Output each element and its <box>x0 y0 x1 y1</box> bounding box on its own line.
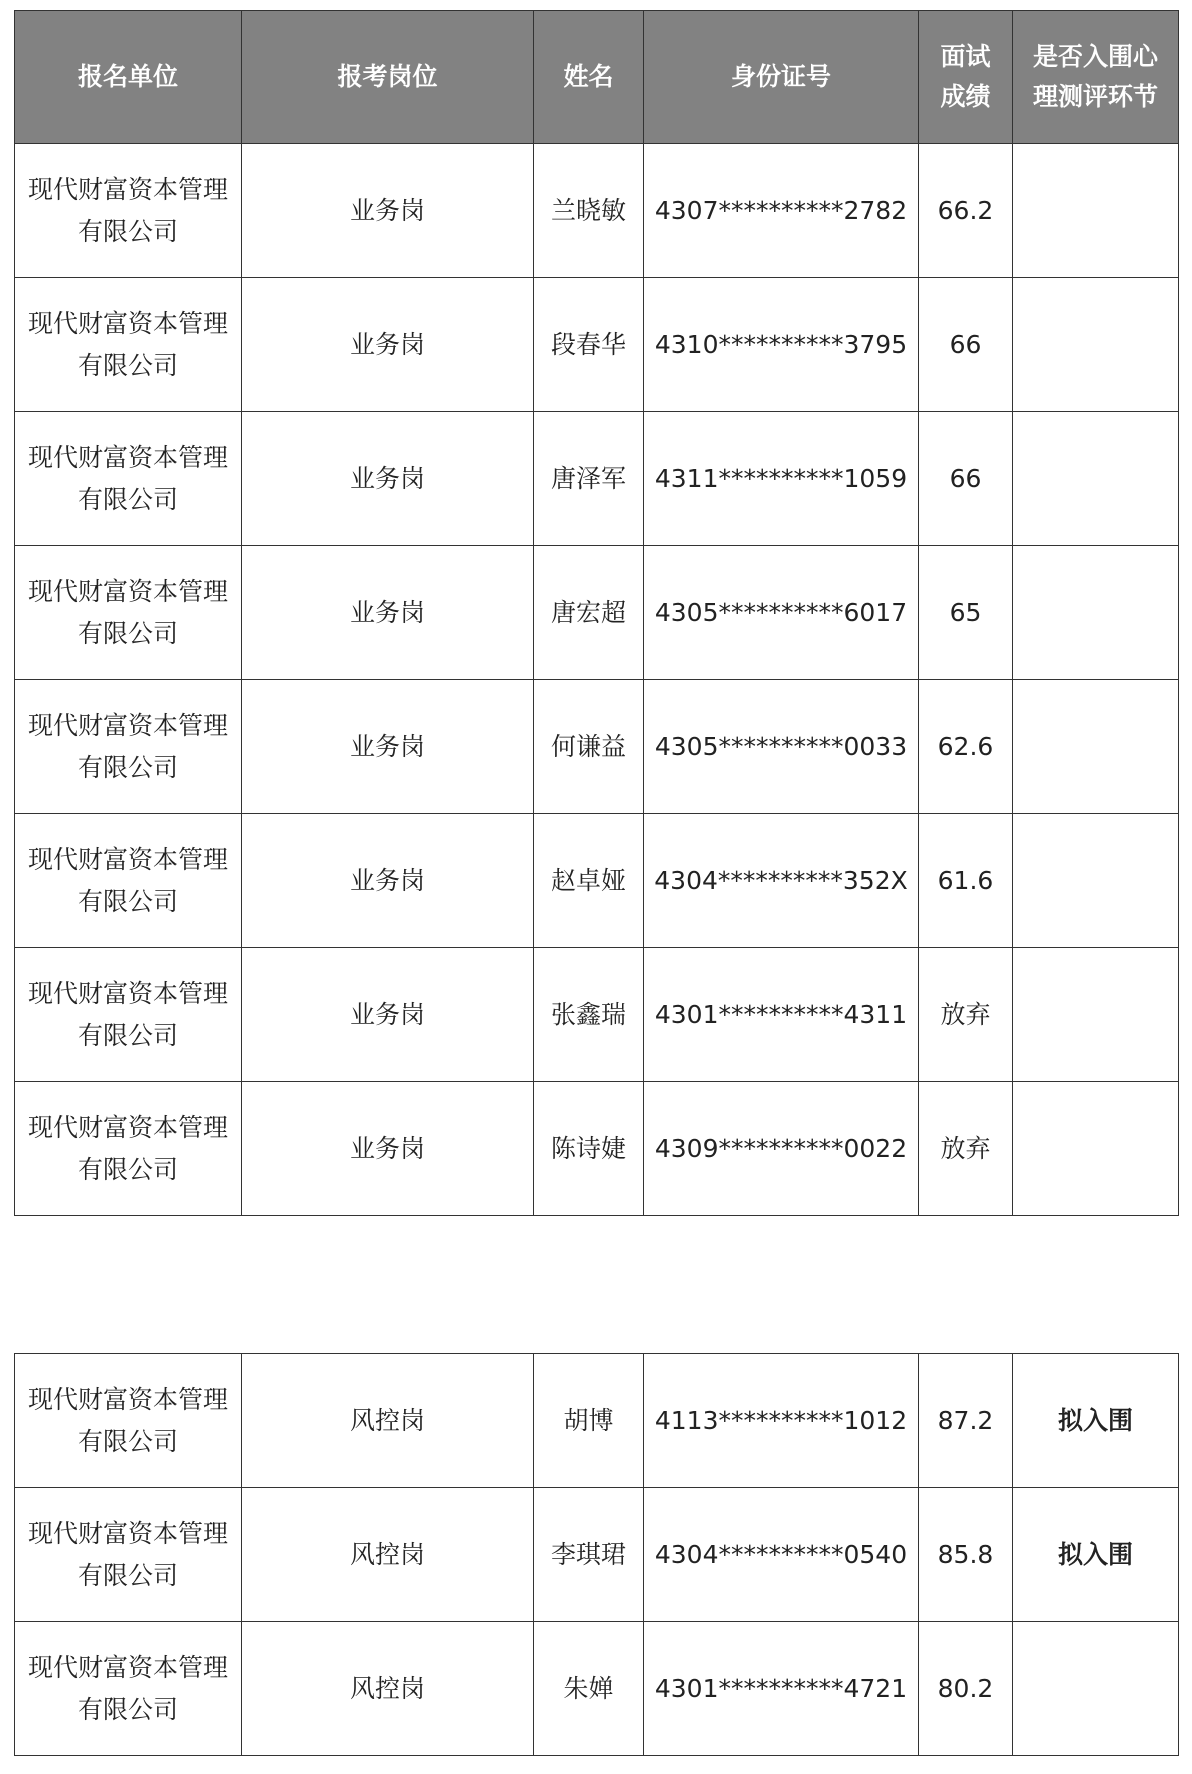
cell-unit: 现代财富资本管理有限公司 <box>15 814 242 948</box>
cell-score: 放弃 <box>919 948 1013 1082</box>
header-status: 是否入围心 理测评环节 <box>1013 11 1179 144</box>
cell-post: 风控岗 <box>242 1622 534 1756</box>
cell-unit: 现代财富资本管理有限公司 <box>15 546 242 680</box>
cell-unit: 现代财富资本管理有限公司 <box>15 412 242 546</box>
cell-name: 李琪珺 <box>534 1488 644 1622</box>
results-table-business <box>14 10 1179 1216</box>
table-row <box>15 1354 1179 1488</box>
cell-id-number: 4305**********6017 <box>644 546 919 680</box>
table-row <box>15 1488 1179 1622</box>
cell-name: 陈诗婕 <box>534 1082 644 1216</box>
cell-name: 何谦益 <box>534 680 644 814</box>
cell-post: 风控岗 <box>242 1354 534 1488</box>
table-row <box>15 1622 1179 1756</box>
cell-score: 87.2 <box>919 1354 1013 1488</box>
cell-post: 业务岗 <box>242 278 534 412</box>
cell-score: 65 <box>919 546 1013 680</box>
cell-name: 兰晓敏 <box>534 144 644 278</box>
table-row <box>15 680 1179 814</box>
table-row <box>15 814 1179 948</box>
cell-score: 66 <box>919 412 1013 546</box>
cell-score: 85.8 <box>919 1488 1013 1622</box>
cell-id-number: 4304**********0540 <box>644 1488 919 1622</box>
cell-unit: 现代财富资本管理有限公司 <box>15 278 242 412</box>
cell-unit: 现代财富资本管理有限公司 <box>15 144 242 278</box>
table-row <box>15 948 1179 1082</box>
cell-unit: 现代财富资本管理有限公司 <box>15 1354 242 1488</box>
cell-score: 66 <box>919 278 1013 412</box>
cell-unit: 现代财富资本管理有限公司 <box>15 1622 242 1756</box>
cell-unit: 现代财富资本管理有限公司 <box>15 1488 242 1622</box>
cell-status: 拟入围 <box>1013 1354 1179 1488</box>
cell-score: 放弃 <box>919 1082 1013 1216</box>
cell-post: 业务岗 <box>242 1082 534 1216</box>
cell-status <box>1013 680 1179 814</box>
cell-name: 张鑫瑞 <box>534 948 644 1082</box>
cell-status <box>1013 278 1179 412</box>
cell-status <box>1013 412 1179 546</box>
cell-post: 业务岗 <box>242 680 534 814</box>
table-row <box>15 1082 1179 1216</box>
cell-id-number: 4113**********1012 <box>644 1354 919 1488</box>
cell-score: 61.6 <box>919 814 1013 948</box>
cell-id-number: 4301**********4721 <box>644 1622 919 1756</box>
cell-post: 业务岗 <box>242 546 534 680</box>
cell-name: 唐泽军 <box>534 412 644 546</box>
cell-id-number: 4309**********0022 <box>644 1082 919 1216</box>
header-name: 姓名 <box>534 11 644 144</box>
cell-id-number: 4305**********0033 <box>644 680 919 814</box>
cell-unit: 现代财富资本管理有限公司 <box>15 680 242 814</box>
cell-id-number: 4311**********1059 <box>644 412 919 546</box>
cell-name: 赵卓娅 <box>534 814 644 948</box>
cell-status <box>1013 144 1179 278</box>
cell-unit: 现代财富资本管理有限公司 <box>15 1082 242 1216</box>
header-unit: 报名单位 <box>15 11 242 144</box>
cell-id-number: 4310**********3795 <box>644 278 919 412</box>
cell-post: 业务岗 <box>242 814 534 948</box>
cell-score: 66.2 <box>919 144 1013 278</box>
cell-post: 业务岗 <box>242 412 534 546</box>
table-header-row <box>15 11 1179 144</box>
results-table-risk-control <box>14 1353 1179 1756</box>
cell-name: 胡博 <box>534 1354 644 1488</box>
cell-id-number: 4301**********4311 <box>644 948 919 1082</box>
header-id: 身份证号 <box>644 11 919 144</box>
table-row <box>15 412 1179 546</box>
cell-status: 拟入围 <box>1013 1488 1179 1622</box>
table-row <box>15 546 1179 680</box>
cell-status <box>1013 1082 1179 1216</box>
cell-name: 唐宏超 <box>534 546 644 680</box>
cell-status <box>1013 814 1179 948</box>
cell-status <box>1013 1622 1179 1756</box>
cell-status <box>1013 948 1179 1082</box>
cell-id-number: 4304**********352X <box>644 814 919 948</box>
cell-post: 风控岗 <box>242 1488 534 1622</box>
cell-status <box>1013 546 1179 680</box>
cell-name: 朱婵 <box>534 1622 644 1756</box>
cell-unit: 现代财富资本管理有限公司 <box>15 948 242 1082</box>
header-post: 报考岗位 <box>242 11 534 144</box>
cell-score: 62.6 <box>919 680 1013 814</box>
cell-post: 业务岗 <box>242 144 534 278</box>
cell-name: 段春华 <box>534 278 644 412</box>
cell-post: 业务岗 <box>242 948 534 1082</box>
header-score: 面试 成绩 <box>919 11 1013 144</box>
table-row <box>15 278 1179 412</box>
cell-score: 80.2 <box>919 1622 1013 1756</box>
table-row <box>15 144 1179 278</box>
cell-id-number: 4307**********2782 <box>644 144 919 278</box>
